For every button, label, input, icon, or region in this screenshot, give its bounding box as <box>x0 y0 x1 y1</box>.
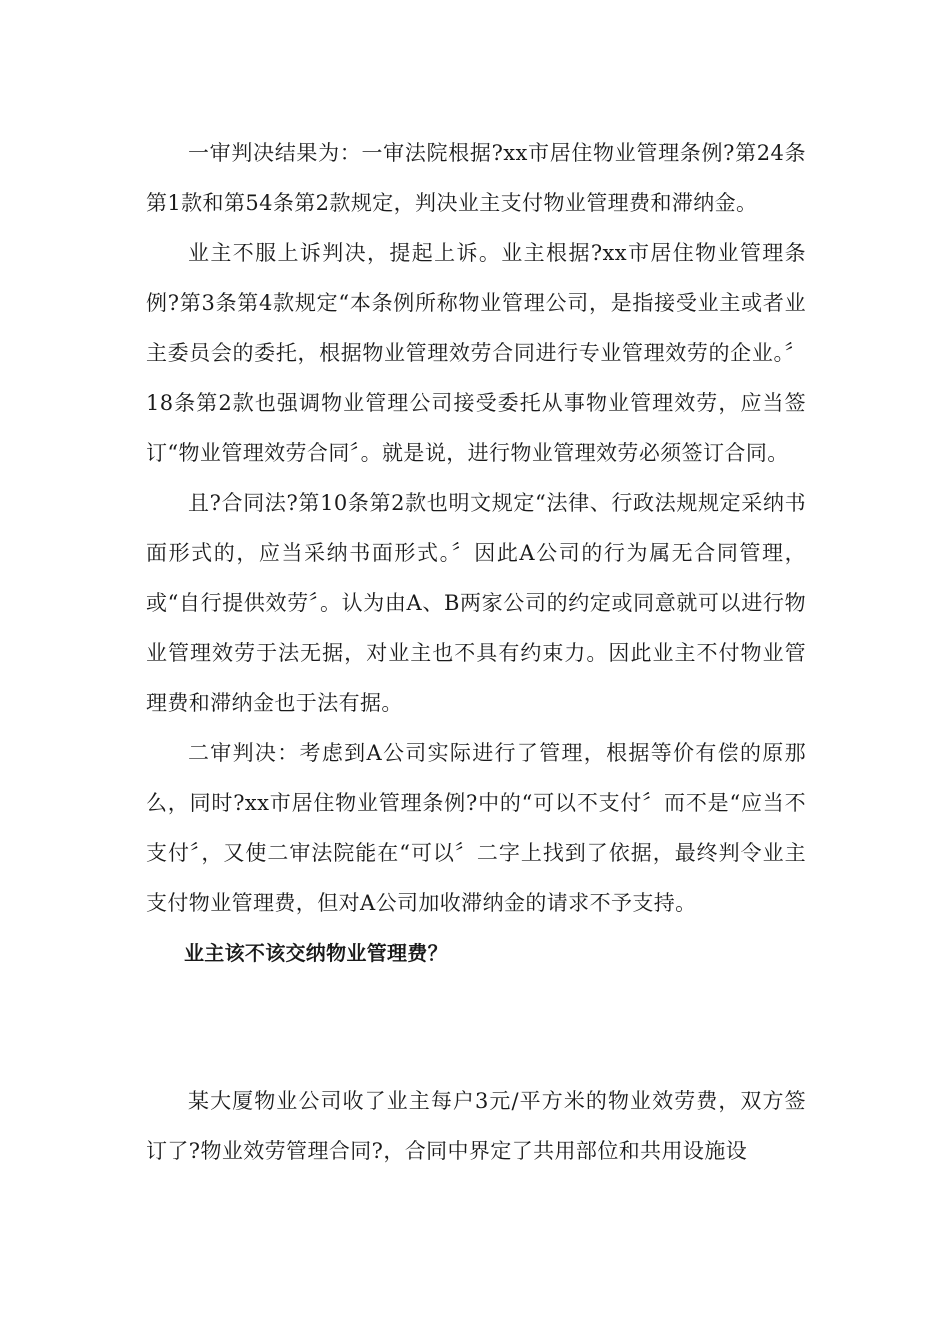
paragraph-first-instance-ruling: 一审判决结果为：一审法院根据?xx市居住物业管理条例?第24条第1款和第54条第2款规定，判决业主支付物业管理费和滞纳金。 <box>146 141 806 215</box>
paragraph-second-instance-ruling: 二审判决：考虑到A公司实际进行了管理，根据等价有偿的原那么，同时?xx市居住物业管理条例?中的“可以不支付〞而不是“应当不支付〞，又使二审法院能在“可以〞二字上找到了依据，最终判令业主支付物业管理费，但对A公司加收滞纳金的请求不予支持。 <box>146 741 806 915</box>
paragraph-contract-law: 且?合同法?第10条第2款也明文规定“法律、行政法规规定采纳书面形式的，应当采纳书面形式。〞因此A公司的行为属无合同管理，或“自行提供效劳〞。认为由A、B两家公司的约定或同意就可以进行物业管理效劳于法无据，对业主也不具有约束力。因此业主不付物业管理费和滞纳金也于法有据。 <box>146 491 806 715</box>
section-heading: 业主该不该交纳物业管理费？ <box>184 941 448 965</box>
document-body <box>146 128 806 1176</box>
blank-space <box>146 978 806 1076</box>
paragraph-owner-appeal: 业主不服上诉判决，提起上诉。业主根据?xx市居住物业管理条例?第3条第4款规定“本条例所称物业管理公司，是指接受业主或者业主委员会的委托，根据物业管理效劳合同进行专业管理效劳的企业。〞18条第2款也强调物业管理公司接受委托从事物业管理效劳，应当签订“物业管理效劳合同〞。就是说，进行物业管理效劳必须签订合同。 <box>146 241 806 465</box>
paragraph-building-case: 某大厦物业公司收了业主每户3元/平方米的物业效劳费，双方签订了?物业效劳管理合同?，合同中界定了共用部位和共用设施设 <box>146 1089 806 1163</box>
